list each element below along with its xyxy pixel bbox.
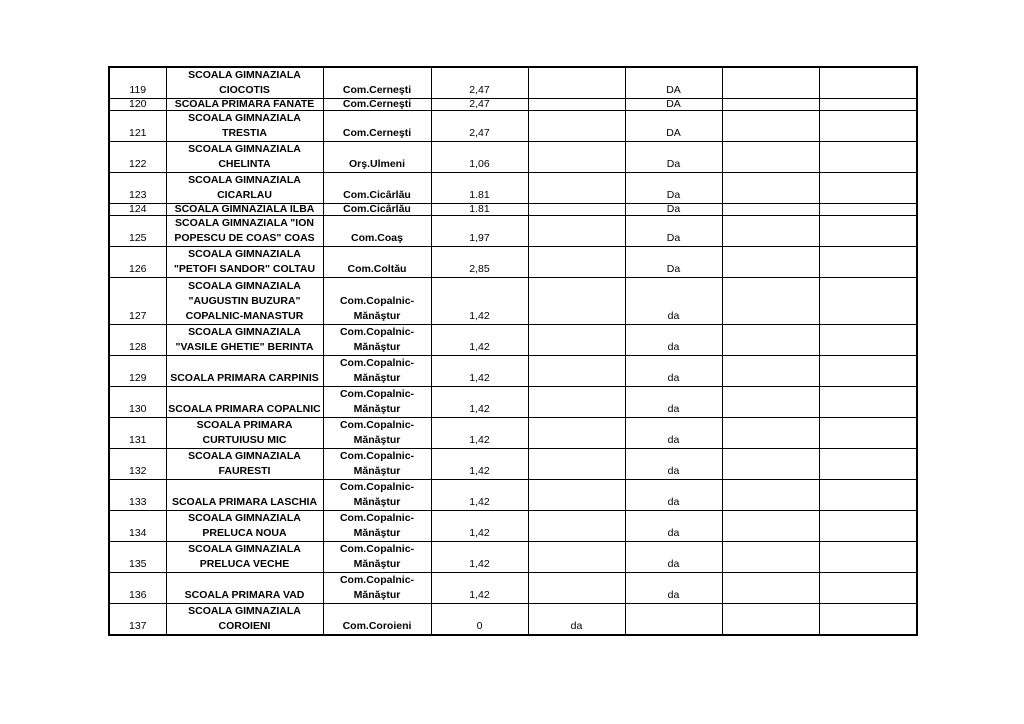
cell-loc: Com.Cicârlău bbox=[323, 173, 431, 204]
cell-empty bbox=[722, 542, 819, 573]
cell-nr: 125 bbox=[109, 216, 166, 247]
cell-val: 1,42 bbox=[431, 573, 528, 604]
cell-empty bbox=[819, 142, 917, 173]
cell-empty bbox=[819, 387, 917, 418]
table-row bbox=[109, 573, 917, 604]
cell-val: 1,42 bbox=[431, 278, 528, 325]
cell-loc: Com.Copalnic-Mănăştur bbox=[323, 418, 431, 449]
cell-e2: DA bbox=[625, 111, 722, 142]
cell-name: SCOALA PRIMARA FANATE bbox=[166, 99, 323, 111]
cell-e2: da bbox=[625, 573, 722, 604]
cell-val: 0 bbox=[431, 604, 528, 636]
cell-e1 bbox=[528, 480, 625, 511]
cell-loc: Com.Copalnic-Mănăştur bbox=[323, 356, 431, 387]
cell-loc: Com.Coroieni bbox=[323, 604, 431, 636]
cell-loc: Com.Copalnic-Mănăştur bbox=[323, 573, 431, 604]
cell-nr: 133 bbox=[109, 480, 166, 511]
table-row bbox=[109, 204, 917, 216]
cell-name: SCOALA GIMNAZIALA TRESTIA bbox=[166, 111, 323, 142]
table-row bbox=[109, 142, 917, 173]
table-row bbox=[109, 247, 917, 278]
cell-nr: 129 bbox=[109, 356, 166, 387]
table-row bbox=[109, 325, 917, 356]
cell-empty bbox=[819, 247, 917, 278]
cell-nr: 122 bbox=[109, 142, 166, 173]
cell-e2: Da bbox=[625, 173, 722, 204]
cell-e2: Da bbox=[625, 247, 722, 278]
cell-empty bbox=[722, 278, 819, 325]
cell-val: 1,42 bbox=[431, 511, 528, 542]
cell-e2: Da bbox=[625, 216, 722, 247]
cell-e2: da bbox=[625, 542, 722, 573]
cell-empty bbox=[819, 99, 917, 111]
cell-e1 bbox=[528, 387, 625, 418]
cell-empty bbox=[722, 604, 819, 636]
cell-empty bbox=[722, 449, 819, 480]
table-row bbox=[109, 387, 917, 418]
cell-val: 2,47 bbox=[431, 111, 528, 142]
cell-e1 bbox=[528, 173, 625, 204]
cell-loc: Orş.Ulmeni bbox=[323, 142, 431, 173]
cell-e2: DA bbox=[625, 67, 722, 99]
cell-empty bbox=[722, 573, 819, 604]
cell-val: 1,42 bbox=[431, 542, 528, 573]
cell-val: 1,42 bbox=[431, 480, 528, 511]
cell-nr: 132 bbox=[109, 449, 166, 480]
cell-empty bbox=[819, 204, 917, 216]
cell-empty bbox=[819, 356, 917, 387]
cell-empty bbox=[722, 418, 819, 449]
cell-name: SCOALA PRIMARA CARPINIS bbox=[166, 356, 323, 387]
cell-loc: Com.Copalnic-Mănăştur bbox=[323, 511, 431, 542]
cell-loc: Com.Copalnic-Mănăştur bbox=[323, 449, 431, 480]
cell-val: 1.81 bbox=[431, 204, 528, 216]
cell-e1 bbox=[528, 542, 625, 573]
cell-empty bbox=[819, 449, 917, 480]
cell-empty bbox=[819, 542, 917, 573]
cell-e2: Da bbox=[625, 142, 722, 173]
cell-nr: 124 bbox=[109, 204, 166, 216]
cell-empty bbox=[722, 204, 819, 216]
cell-val: 2,47 bbox=[431, 67, 528, 99]
cell-name: SCOALA GIMNAZIALA PRELUCA NOUA bbox=[166, 511, 323, 542]
cell-e1 bbox=[528, 111, 625, 142]
cell-empty bbox=[722, 173, 819, 204]
cell-e2: Da bbox=[625, 204, 722, 216]
cell-e2: da bbox=[625, 325, 722, 356]
cell-empty bbox=[722, 247, 819, 278]
cell-nr: 137 bbox=[109, 604, 166, 636]
cell-name: SCOALA PRIMARA COPALNIC bbox=[166, 387, 323, 418]
cell-empty bbox=[819, 480, 917, 511]
cell-e1 bbox=[528, 511, 625, 542]
cell-empty bbox=[722, 99, 819, 111]
cell-e1 bbox=[528, 418, 625, 449]
cell-e1 bbox=[528, 216, 625, 247]
cell-name: SCOALA GIMNAZIALA CICARLAU bbox=[166, 173, 323, 204]
cell-e1 bbox=[528, 573, 625, 604]
cell-name: SCOALA GIMNAZIALA CIOCOTIS bbox=[166, 67, 323, 99]
cell-empty bbox=[722, 387, 819, 418]
cell-nr: 120 bbox=[109, 99, 166, 111]
cell-loc: Com.Copalnic-Mănăştur bbox=[323, 325, 431, 356]
cell-e2: da bbox=[625, 449, 722, 480]
table-row bbox=[109, 604, 917, 636]
cell-empty bbox=[819, 111, 917, 142]
cell-e1 bbox=[528, 356, 625, 387]
cell-nr: 134 bbox=[109, 511, 166, 542]
cell-empty bbox=[819, 67, 917, 99]
cell-e1 bbox=[528, 67, 625, 99]
cell-empty bbox=[722, 325, 819, 356]
table-row bbox=[109, 67, 917, 99]
cell-empty bbox=[819, 573, 917, 604]
table-row bbox=[109, 173, 917, 204]
school-table bbox=[108, 66, 918, 636]
cell-empty bbox=[722, 356, 819, 387]
cell-nr: 128 bbox=[109, 325, 166, 356]
cell-name: SCOALA PRIMARA CURTUIUSU MIC bbox=[166, 418, 323, 449]
cell-name: SCOALA PRIMARA VAD bbox=[166, 573, 323, 604]
cell-loc: Com.Copalnic-Mănăştur bbox=[323, 278, 431, 325]
table-body bbox=[109, 67, 917, 635]
cell-e2 bbox=[625, 604, 722, 636]
cell-name: SCOALA GIMNAZIALA "ION POPESCU DE COAS" COAS bbox=[166, 216, 323, 247]
cell-e1 bbox=[528, 142, 625, 173]
cell-e2: DA bbox=[625, 99, 722, 111]
cell-val: 1,42 bbox=[431, 356, 528, 387]
table-row bbox=[109, 449, 917, 480]
table-row bbox=[109, 216, 917, 247]
cell-name: SCOALA GIMNAZIALA "AUGUSTIN BUZURA" COPALNIC-MANASTUR bbox=[166, 278, 323, 325]
cell-nr: 121 bbox=[109, 111, 166, 142]
table-row bbox=[109, 356, 917, 387]
cell-val: 1,42 bbox=[431, 418, 528, 449]
cell-e2: da bbox=[625, 511, 722, 542]
cell-name: SCOALA GIMNAZIALA FAURESTI bbox=[166, 449, 323, 480]
cell-empty bbox=[819, 278, 917, 325]
cell-loc: Com.Cerneşti bbox=[323, 99, 431, 111]
cell-loc: Com.Coltău bbox=[323, 247, 431, 278]
cell-nr: 123 bbox=[109, 173, 166, 204]
cell-e2: da bbox=[625, 356, 722, 387]
cell-name: SCOALA GIMNAZIALA ILBA bbox=[166, 204, 323, 216]
cell-e1 bbox=[528, 99, 625, 111]
cell-val: 1,06 bbox=[431, 142, 528, 173]
cell-val: 1,42 bbox=[431, 387, 528, 418]
table-row bbox=[109, 418, 917, 449]
cell-loc: Com.Cicârlău bbox=[323, 204, 431, 216]
cell-empty bbox=[722, 511, 819, 542]
cell-empty bbox=[722, 142, 819, 173]
cell-e2: da bbox=[625, 418, 722, 449]
cell-loc: Com.Cerneşti bbox=[323, 111, 431, 142]
cell-loc: Com.Copalnic-Mănăştur bbox=[323, 387, 431, 418]
cell-nr: 136 bbox=[109, 573, 166, 604]
cell-nr: 126 bbox=[109, 247, 166, 278]
cell-e1 bbox=[528, 325, 625, 356]
cell-empty bbox=[819, 325, 917, 356]
cell-val: 1,42 bbox=[431, 325, 528, 356]
table-row bbox=[109, 480, 917, 511]
cell-name: SCOALA GIMNAZIALA "VASILE GHETIE" BERINTA bbox=[166, 325, 323, 356]
cell-empty bbox=[819, 511, 917, 542]
cell-e1 bbox=[528, 449, 625, 480]
table-row bbox=[109, 278, 917, 325]
cell-e1: da bbox=[528, 604, 625, 636]
cell-nr: 135 bbox=[109, 542, 166, 573]
cell-empty bbox=[722, 480, 819, 511]
cell-e1 bbox=[528, 247, 625, 278]
cell-loc: Com.Copalnic-Mănăştur bbox=[323, 480, 431, 511]
cell-val: 2,47 bbox=[431, 99, 528, 111]
cell-nr: 127 bbox=[109, 278, 166, 325]
cell-e1 bbox=[528, 278, 625, 325]
cell-nr: 130 bbox=[109, 387, 166, 418]
table-row bbox=[109, 99, 917, 111]
cell-loc: Com.Cerneşti bbox=[323, 67, 431, 99]
cell-nr: 131 bbox=[109, 418, 166, 449]
cell-empty bbox=[819, 604, 917, 636]
cell-name: SCOALA GIMNAZIALA "PETOFI SANDOR" COLTAU bbox=[166, 247, 323, 278]
cell-empty bbox=[722, 216, 819, 247]
cell-val: 1,97 bbox=[431, 216, 528, 247]
cell-name: SCOALA GIMNAZIALA PRELUCA VECHE bbox=[166, 542, 323, 573]
cell-empty bbox=[819, 216, 917, 247]
cell-e2: da bbox=[625, 278, 722, 325]
cell-name: SCOALA PRIMARA LASCHIA bbox=[166, 480, 323, 511]
cell-val: 2,85 bbox=[431, 247, 528, 278]
cell-val: 1,42 bbox=[431, 449, 528, 480]
cell-empty bbox=[722, 111, 819, 142]
cell-loc: Com.Copalnic-Mănăştur bbox=[323, 542, 431, 573]
cell-e2: da bbox=[625, 387, 722, 418]
cell-nr: 119 bbox=[109, 67, 166, 99]
table-row bbox=[109, 111, 917, 142]
cell-val: 1.81 bbox=[431, 173, 528, 204]
table-row bbox=[109, 542, 917, 573]
cell-e1 bbox=[528, 204, 625, 216]
cell-name: SCOALA GIMNAZIALA CHELINTA bbox=[166, 142, 323, 173]
cell-loc: Com.Coaş bbox=[323, 216, 431, 247]
table-row bbox=[109, 511, 917, 542]
cell-e2: da bbox=[625, 480, 722, 511]
cell-name: SCOALA GIMNAZIALA COROIENI bbox=[166, 604, 323, 636]
cell-empty bbox=[819, 418, 917, 449]
cell-empty bbox=[819, 173, 917, 204]
cell-empty bbox=[722, 67, 819, 99]
